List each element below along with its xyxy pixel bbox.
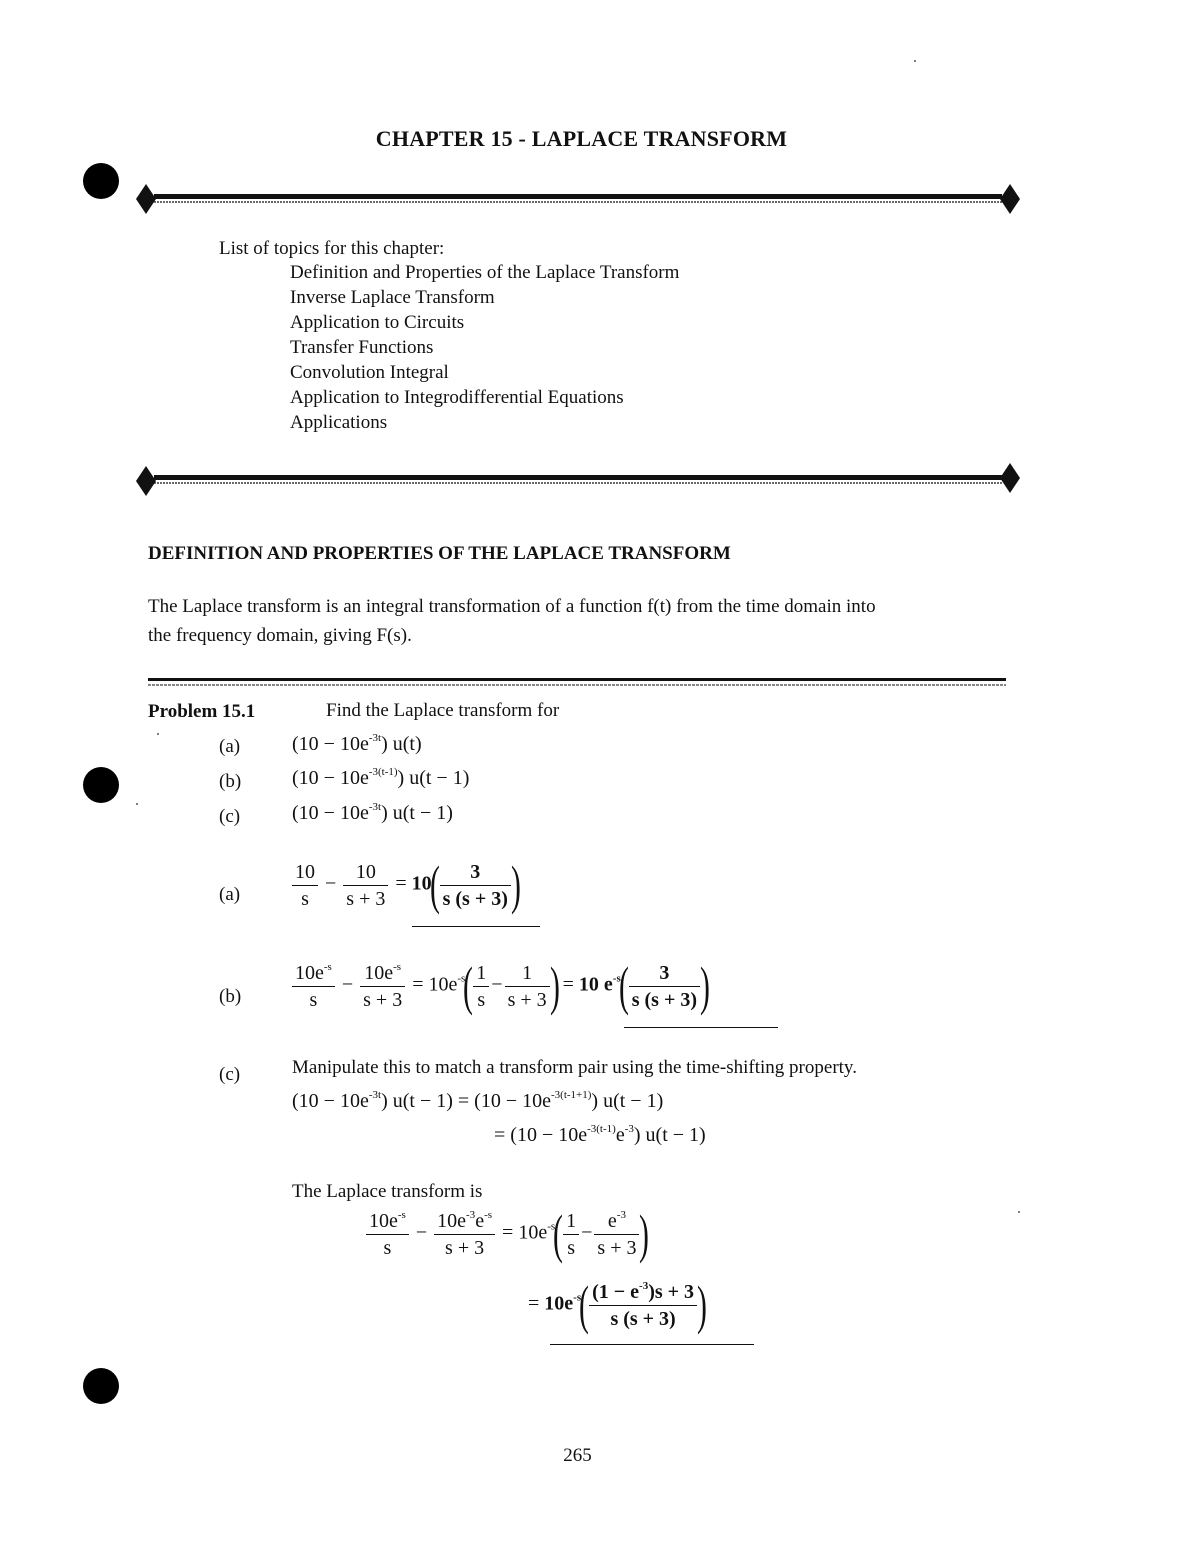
operator: =	[562, 973, 574, 996]
solution-c-line2	[494, 1124, 706, 1147]
operator: =	[412, 973, 424, 996]
operator: =	[502, 1221, 514, 1244]
left-paren: (	[579, 1275, 590, 1335]
part-label: (a)	[219, 736, 241, 757]
section-paragraph	[148, 592, 1008, 650]
problem-part-b	[292, 767, 469, 790]
punch-hole-middle	[83, 767, 119, 803]
solution-c-transform-eq1	[364, 1204, 650, 1264]
chapter-title: CHAPTER 15 - LAPLACE TRANSFORM	[375, 126, 788, 151]
expr: (10 − 10e	[292, 767, 369, 789]
operator: −	[325, 872, 337, 895]
numerator: 1	[505, 960, 550, 987]
punch-hole-bottom	[83, 1368, 119, 1404]
expr: (10 − 10e	[292, 802, 369, 824]
operator: =	[457, 1090, 470, 1112]
exponent: -3	[616, 1208, 626, 1221]
expr: 10e	[544, 1292, 574, 1315]
exponent: -3t	[368, 1089, 382, 1101]
topic-item: Transfer Functions	[290, 337, 434, 358]
fraction	[343, 859, 388, 912]
topic-item: Application to Integrodifferential Equations	[290, 387, 624, 408]
denominator: s (s + 3)	[442, 887, 508, 910]
right-paren: )	[700, 956, 710, 1016]
denominator: s + 3	[363, 988, 403, 1011]
exponent: -s	[484, 1208, 493, 1221]
operator: −	[581, 1221, 593, 1244]
right-paren: )	[639, 1204, 650, 1264]
left-paren: (	[429, 855, 440, 915]
exponent: -s	[547, 1220, 556, 1233]
topic-item: Applications	[290, 412, 388, 433]
page-number: 265	[563, 1445, 592, 1466]
expr: 10e	[437, 1209, 467, 1232]
operator: −	[341, 973, 354, 996]
left-paren: (	[618, 956, 629, 1016]
denominator: s	[567, 1236, 576, 1259]
denominator: s + 3	[597, 1236, 637, 1259]
topic-item: Application to Circuits	[290, 312, 465, 333]
numerator: 10	[343, 859, 388, 886]
exponent: -3	[466, 1208, 476, 1221]
problem-part-a	[292, 733, 422, 756]
expr: ) u(t)	[381, 733, 422, 755]
expr: (10 − 10e	[474, 1090, 551, 1112]
expr: 10e	[428, 973, 458, 996]
expr: e	[607, 1209, 617, 1232]
left-paren: (	[463, 956, 474, 1016]
scan-speck	[914, 60, 916, 62]
numerator	[292, 960, 335, 987]
expr: )s + 3	[648, 1280, 695, 1303]
numerator	[366, 1208, 409, 1235]
exponent: -3t	[368, 801, 382, 813]
expr: 10e	[295, 961, 324, 984]
expr: e	[475, 1209, 485, 1232]
exponent: -s	[573, 1291, 582, 1304]
right-paren: )	[549, 956, 560, 1016]
exponent: -3(t-1)	[587, 1123, 616, 1135]
right-paren: )	[510, 855, 521, 915]
paragraph-line: the frequency domain, giving F(s).	[148, 625, 412, 646]
top-divider	[136, 181, 1020, 217]
fraction	[594, 1208, 639, 1261]
topic-item: Convolution Integral	[290, 362, 449, 383]
solution-label: (c)	[219, 1064, 241, 1085]
problem-rule	[148, 678, 1006, 688]
punch-hole-top	[83, 163, 119, 199]
denominator: s + 3	[346, 887, 386, 910]
denominator: s (s + 3)	[631, 988, 698, 1011]
numerator: 1	[473, 960, 489, 987]
operator: =	[395, 872, 407, 895]
problem-prompt: Find the Laplace transform for	[326, 700, 560, 721]
left-paren: (	[553, 1204, 564, 1264]
problem-number: Problem 15.1	[148, 701, 256, 722]
part-label: (c)	[219, 806, 241, 827]
expr: e	[615, 1124, 625, 1146]
expr: 10 e	[578, 973, 613, 996]
numerator: 3	[440, 859, 511, 886]
denominator: s	[301, 887, 309, 910]
expr: 10e	[518, 1221, 548, 1244]
topics-heading: List of topics for this chapter:	[219, 238, 445, 259]
fraction	[589, 1279, 697, 1332]
denominator: s + 3	[445, 1236, 485, 1259]
solution-c-text: Manipulate this to match a transform pair using the time-shifting property.	[292, 1057, 857, 1078]
solution-a-equation	[290, 855, 521, 915]
section-title: DEFINITION AND PROPERTIES OF THE LAPLACE TRANSFORM	[148, 543, 731, 564]
fraction	[563, 1208, 579, 1261]
fraction	[440, 859, 511, 912]
fraction	[473, 960, 489, 1013]
solution-c-transform-eq2	[528, 1275, 708, 1335]
answer-underline	[412, 926, 540, 927]
scan-speck	[1018, 1211, 1020, 1213]
solution-label: (b)	[219, 986, 242, 1007]
topic-item: Definition and Properties of the Laplace Transform	[290, 262, 680, 283]
paragraph-line: The Laplace transform is an integral transformation of a function f(t) from the time domain into	[148, 596, 876, 617]
numerator	[589, 1279, 697, 1306]
scan-speck	[157, 733, 159, 735]
exponent: -3	[639, 1279, 649, 1292]
fraction	[505, 960, 550, 1013]
numerator	[360, 960, 405, 987]
solution-label: (a)	[219, 884, 241, 905]
exponent: -s	[323, 960, 332, 973]
fraction	[292, 859, 318, 912]
denominator: s (s + 3)	[610, 1307, 676, 1330]
expr: (10 − 10e	[292, 1090, 369, 1112]
exponent: -3t	[368, 732, 382, 744]
scan-speck	[136, 803, 138, 805]
fraction	[366, 1208, 409, 1261]
expr: (10 − 10e	[510, 1124, 588, 1146]
expr: 10e	[364, 961, 394, 984]
exponent: -s	[612, 972, 621, 985]
expr: (1 − e	[592, 1280, 640, 1303]
expr: ) u(t − 1)	[381, 1090, 453, 1112]
denominator: s	[309, 988, 318, 1011]
right-paren: )	[697, 1275, 708, 1335]
numerator: 1	[563, 1208, 579, 1235]
operator: =	[494, 1124, 506, 1146]
exponent: -s	[457, 972, 466, 985]
operator: −	[415, 1221, 428, 1244]
exponent: -s	[397, 1208, 406, 1221]
part-label: (b)	[219, 771, 242, 792]
solution-b-equation	[290, 956, 710, 1016]
numerator: 10	[292, 859, 318, 886]
topic-item: Inverse Laplace Transform	[290, 287, 495, 308]
coefficient: 10	[411, 872, 432, 895]
fraction	[629, 960, 700, 1013]
expr: ) u(t − 1)	[633, 1124, 706, 1146]
solution-c-line1	[292, 1090, 663, 1113]
answer-underline	[624, 1027, 778, 1028]
operator: −	[491, 973, 503, 996]
numerator	[434, 1208, 495, 1235]
denominator: s	[383, 1236, 392, 1259]
operator: =	[528, 1292, 540, 1315]
expr: ) u(t − 1)	[397, 767, 470, 789]
exponent: -3	[624, 1123, 634, 1135]
transform-intro: The Laplace transform is	[292, 1181, 483, 1202]
exponent: -s	[393, 960, 402, 973]
problem-part-c	[292, 802, 453, 825]
numerator: 3	[629, 960, 700, 987]
fraction	[360, 960, 405, 1013]
expr: ) u(t − 1)	[591, 1090, 664, 1112]
bottom-divider	[136, 461, 1020, 497]
expr: ) u(t − 1)	[381, 802, 453, 824]
denominator: s	[477, 988, 486, 1011]
exponent: -3(t-1)	[368, 766, 398, 778]
fraction	[292, 960, 335, 1013]
answer-underline	[550, 1344, 754, 1345]
expr: (10 − 10e	[292, 733, 369, 755]
exponent: -3(t-1+1)	[551, 1089, 592, 1101]
expr: 10e	[369, 1209, 398, 1232]
numerator	[594, 1208, 639, 1235]
fraction	[434, 1208, 495, 1261]
denominator: s + 3	[507, 988, 547, 1011]
